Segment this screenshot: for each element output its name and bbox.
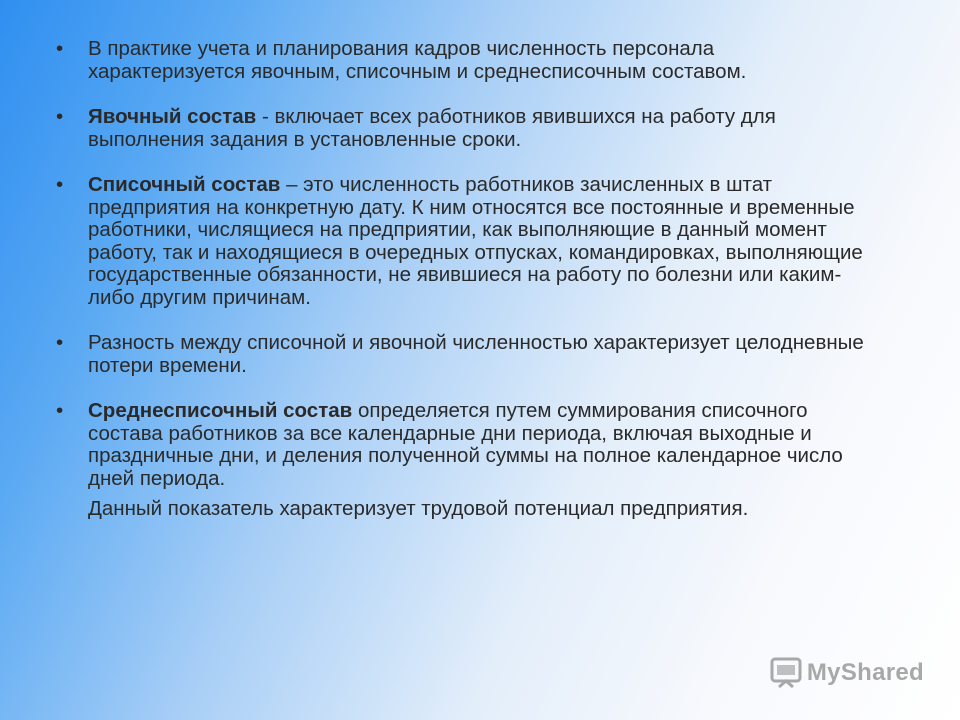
bullet-dot: • [56, 37, 64, 60]
bullet-term: Среднесписочный состав [88, 399, 353, 422]
bullet-dot: • [56, 331, 64, 354]
bullet-item [52, 332, 872, 377]
bullet-text: Разность между списочной и явочной численностью характеризует целодневные потери времени. [88, 331, 864, 377]
bullet-item [52, 38, 872, 83]
bullet-item [52, 174, 872, 309]
bullet-item [52, 106, 872, 151]
bullet-dot: • [56, 399, 64, 422]
bullet-text: – это численность работников зачисленных в штат предприятия на конкретную дату. К ним относятся все постоянные и временные работники, числящиеся на предприятии, как выполняющие в данный момент работу, так и находящиеся в очередных отпусках, командировках, выполняющие государственные обязанности, не явившиеся на работу по болезни или каким-либо другим причинам. [88, 173, 863, 309]
bullet-text: определяется путем суммирования списочного состава работников за все календарные дни периода, включая выходные и праздничные дни, и деления полученной суммы на полное календарное число дней периода. [88, 399, 843, 490]
bullet-continuation: Данный показатель характеризует трудовой потенциал предприятия. [88, 497, 749, 520]
bullet-dot: • [56, 105, 64, 128]
watermark-logo [769, 656, 924, 690]
bullet-term: Явочный состав [88, 105, 257, 128]
watermark-text: MyShared [806, 659, 924, 686]
bullet-text: В практике учета и планирования кадров численность персонала характеризуется явочным, списочным и среднесписочным составом. [88, 37, 747, 83]
bullet-dot: • [56, 173, 64, 196]
bullet-item [52, 400, 872, 490]
bullet-term: Списочный состав [88, 173, 281, 196]
slide-content [52, 38, 872, 521]
presentation-icon [769, 656, 803, 690]
bullet-text: - включает всех работников явившихся на работу для выполнения задания в установленные сроки. [88, 105, 776, 151]
